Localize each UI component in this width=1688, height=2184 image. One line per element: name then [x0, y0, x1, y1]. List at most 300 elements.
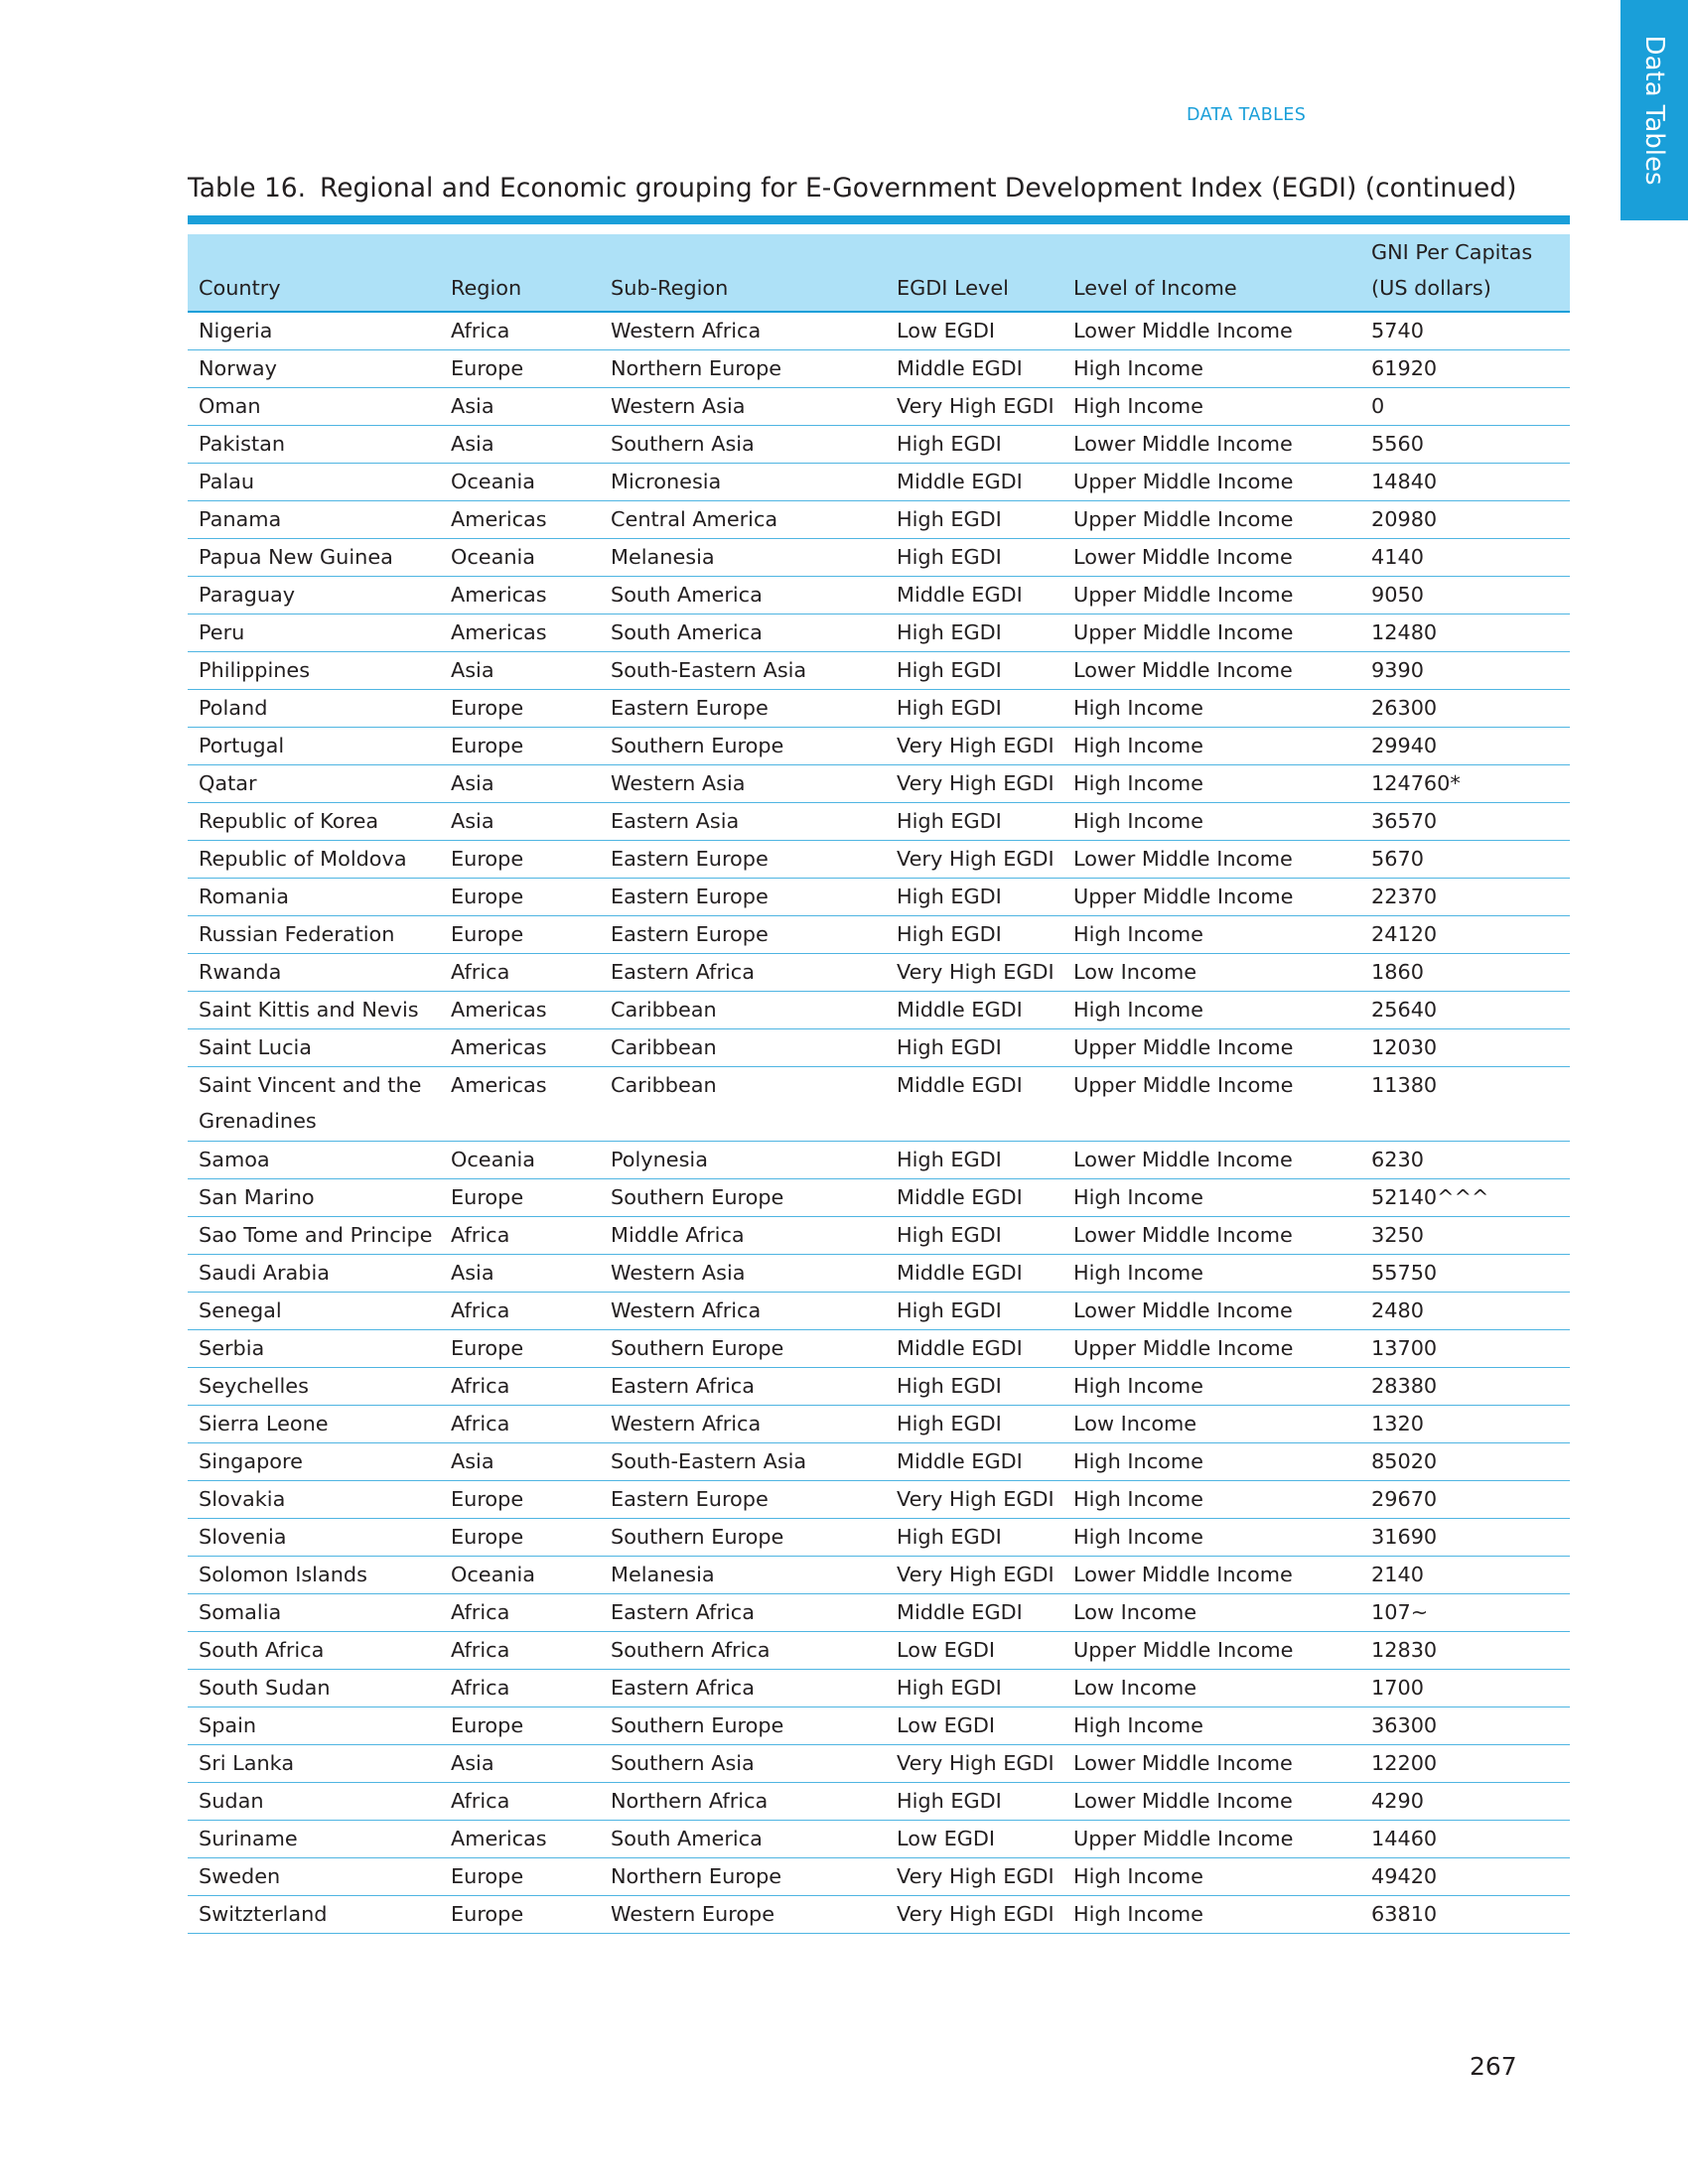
cell-level-of-income: Lower Middle Income — [1062, 1293, 1360, 1330]
cell-egdi-level: Very High EGDI — [886, 388, 1062, 426]
table-body — [188, 312, 1570, 1934]
cell-region: Americas — [440, 1067, 600, 1142]
cell-sub-region: Northern Europe — [600, 1858, 886, 1896]
cell-gni-per-capita: 13700 — [1360, 1330, 1570, 1368]
cell-gni-per-capita: 61920 — [1360, 350, 1570, 388]
table-row — [188, 1255, 1570, 1293]
table-row — [188, 350, 1570, 388]
cell-sub-region: Southern Europe — [600, 1519, 886, 1557]
cell-sub-region: South America — [600, 1821, 886, 1858]
cell-country: Suriname — [188, 1821, 440, 1858]
cell-level-of-income: High Income — [1062, 916, 1360, 954]
cell-region: Americas — [440, 614, 600, 652]
cell-level-of-income: Upper Middle Income — [1062, 1821, 1360, 1858]
cell-egdi-level: Low EGDI — [886, 312, 1062, 350]
cell-level-of-income: Low Income — [1062, 1670, 1360, 1707]
cell-sub-region: Eastern Africa — [600, 1670, 886, 1707]
cell-gni-per-capita: 5740 — [1360, 312, 1570, 350]
cell-region: Europe — [440, 1519, 600, 1557]
page-number: 267 — [1470, 2052, 1517, 2081]
cell-gni-per-capita: 20980 — [1360, 501, 1570, 539]
cell-gni-per-capita: 14460 — [1360, 1821, 1570, 1858]
table-row — [188, 954, 1570, 992]
cell-region: Africa — [440, 1783, 600, 1821]
cell-gni-per-capita: 29670 — [1360, 1481, 1570, 1519]
cell-gni-per-capita: 124760* — [1360, 765, 1570, 803]
cell-region: Europe — [440, 879, 600, 916]
cell-level-of-income: High Income — [1062, 992, 1360, 1029]
table-row — [188, 1368, 1570, 1406]
cell-region: Europe — [440, 1858, 600, 1896]
cell-egdi-level: Middle EGDI — [886, 350, 1062, 388]
cell-gni-per-capita: 2140 — [1360, 1557, 1570, 1594]
data-table — [188, 234, 1570, 1934]
cell-country: Saint Lucia — [188, 1029, 440, 1067]
cell-sub-region: South America — [600, 614, 886, 652]
cell-sub-region: Western Asia — [600, 388, 886, 426]
cell-level-of-income: High Income — [1062, 388, 1360, 426]
cell-region: Africa — [440, 312, 600, 350]
cell-level-of-income: Lower Middle Income — [1062, 1783, 1360, 1821]
cell-egdi-level: Middle EGDI — [886, 1255, 1062, 1293]
cell-region: Europe — [440, 1330, 600, 1368]
cell-sub-region: Southern Africa — [600, 1632, 886, 1670]
cell-region: Asia — [440, 426, 600, 464]
cell-region: Europe — [440, 1707, 600, 1745]
cell-country: Saint Kittis and Nevis — [188, 992, 440, 1029]
cell-level-of-income: Low Income — [1062, 1406, 1360, 1443]
table-row — [188, 841, 1570, 879]
cell-region: Asia — [440, 803, 600, 841]
cell-gni-per-capita: 2480 — [1360, 1293, 1570, 1330]
cell-gni-per-capita: 0 — [1360, 388, 1570, 426]
title-rule — [188, 215, 1570, 224]
cell-gni-per-capita: 12480 — [1360, 614, 1570, 652]
cell-sub-region: South-Eastern Asia — [600, 652, 886, 690]
section-tab — [1620, 0, 1688, 220]
table-row — [188, 652, 1570, 690]
cell-level-of-income: Lower Middle Income — [1062, 1142, 1360, 1179]
column-header-region: Region — [440, 234, 600, 312]
cell-level-of-income: Low Income — [1062, 954, 1360, 992]
cell-level-of-income: High Income — [1062, 1255, 1360, 1293]
cell-country: Saint Vincent and the Grenadines — [188, 1067, 440, 1142]
cell-egdi-level: High EGDI — [886, 426, 1062, 464]
cell-country: South Africa — [188, 1632, 440, 1670]
cell-level-of-income: Upper Middle Income — [1062, 464, 1360, 501]
cell-gni-per-capita: 36570 — [1360, 803, 1570, 841]
cell-sub-region: Western Asia — [600, 765, 886, 803]
table-row — [188, 1029, 1570, 1067]
cell-gni-per-capita: 5670 — [1360, 841, 1570, 879]
cell-level-of-income: High Income — [1062, 728, 1360, 765]
cell-country: Serbia — [188, 1330, 440, 1368]
column-header-sub-region: Sub-Region — [600, 234, 886, 312]
table-row — [188, 1670, 1570, 1707]
cell-level-of-income: Lower Middle Income — [1062, 1557, 1360, 1594]
cell-level-of-income: Lower Middle Income — [1062, 426, 1360, 464]
cell-region: Africa — [440, 1632, 600, 1670]
table-row — [188, 1067, 1570, 1142]
cell-egdi-level: Very High EGDI — [886, 1557, 1062, 1594]
cell-level-of-income: Lower Middle Income — [1062, 652, 1360, 690]
cell-egdi-level: High EGDI — [886, 803, 1062, 841]
cell-country: Saudi Arabia — [188, 1255, 440, 1293]
cell-egdi-level: High EGDI — [886, 879, 1062, 916]
cell-gni-per-capita: 12200 — [1360, 1745, 1570, 1783]
table-row — [188, 1821, 1570, 1858]
cell-sub-region: Eastern Africa — [600, 954, 886, 992]
cell-egdi-level: Very High EGDI — [886, 728, 1062, 765]
cell-region: Oceania — [440, 1142, 600, 1179]
cell-gni-per-capita: 14840 — [1360, 464, 1570, 501]
cell-level-of-income: Upper Middle Income — [1062, 614, 1360, 652]
cell-sub-region: Southern Asia — [600, 426, 886, 464]
cell-sub-region: Northern Europe — [600, 350, 886, 388]
column-header-level-of-income: Level of Income — [1062, 234, 1360, 312]
cell-sub-region: Eastern Africa — [600, 1594, 886, 1632]
cell-region: Americas — [440, 992, 600, 1029]
cell-gni-per-capita: 55750 — [1360, 1255, 1570, 1293]
table-row — [188, 614, 1570, 652]
cell-region: Europe — [440, 841, 600, 879]
cell-region: Europe — [440, 728, 600, 765]
table-row — [188, 1481, 1570, 1519]
cell-sub-region: Eastern Europe — [600, 841, 886, 879]
cell-level-of-income: Upper Middle Income — [1062, 1330, 1360, 1368]
cell-country: Solomon Islands — [188, 1557, 440, 1594]
table-row — [188, 803, 1570, 841]
cell-country: Qatar — [188, 765, 440, 803]
cell-gni-per-capita: 107~ — [1360, 1594, 1570, 1632]
cell-sub-region: Melanesia — [600, 1557, 886, 1594]
cell-sub-region: Western Africa — [600, 1406, 886, 1443]
cell-sub-region: Southern Europe — [600, 728, 886, 765]
cell-country: Slovenia — [188, 1519, 440, 1557]
cell-region: Americas — [440, 1821, 600, 1858]
cell-sub-region: Northern Africa — [600, 1783, 886, 1821]
cell-level-of-income: High Income — [1062, 1481, 1360, 1519]
table-row — [188, 916, 1570, 954]
cell-sub-region: Southern Asia — [600, 1745, 886, 1783]
cell-country: Russian Federation — [188, 916, 440, 954]
table-row — [188, 1217, 1570, 1255]
table-row — [188, 765, 1570, 803]
cell-region: Africa — [440, 954, 600, 992]
cell-region: Africa — [440, 1594, 600, 1632]
cell-region: Americas — [440, 501, 600, 539]
cell-level-of-income: Upper Middle Income — [1062, 879, 1360, 916]
cell-gni-per-capita: 22370 — [1360, 879, 1570, 916]
cell-egdi-level: Middle EGDI — [886, 464, 1062, 501]
cell-sub-region: Southern Europe — [600, 1330, 886, 1368]
cell-egdi-level: High EGDI — [886, 1217, 1062, 1255]
section-tab-label: Data Tables — [1639, 35, 1669, 186]
cell-gni-per-capita: 9050 — [1360, 577, 1570, 614]
cell-level-of-income: Upper Middle Income — [1062, 1632, 1360, 1670]
cell-egdi-level: High EGDI — [886, 1029, 1062, 1067]
cell-egdi-level: High EGDI — [886, 1368, 1062, 1406]
cell-gni-per-capita: 24120 — [1360, 916, 1570, 954]
cell-level-of-income: High Income — [1062, 765, 1360, 803]
cell-level-of-income: Low Income — [1062, 1594, 1360, 1632]
cell-country: Sweden — [188, 1858, 440, 1896]
cell-sub-region: Western Europe — [600, 1896, 886, 1934]
column-header-egdi-level: EGDI Level — [886, 234, 1062, 312]
cell-egdi-level: High EGDI — [886, 690, 1062, 728]
cell-country: Oman — [188, 388, 440, 426]
cell-sub-region: Western Africa — [600, 312, 886, 350]
cell-egdi-level: Middle EGDI — [886, 1594, 1062, 1632]
cell-country: Pakistan — [188, 426, 440, 464]
cell-sub-region: Polynesia — [600, 1142, 886, 1179]
cell-gni-per-capita: 12030 — [1360, 1029, 1570, 1067]
cell-level-of-income: Upper Middle Income — [1062, 501, 1360, 539]
cell-country: Spain — [188, 1707, 440, 1745]
cell-country: Norway — [188, 350, 440, 388]
cell-country: Peru — [188, 614, 440, 652]
table-row — [188, 539, 1570, 577]
cell-country: Sao Tome and Principe — [188, 1217, 440, 1255]
cell-gni-per-capita: 1860 — [1360, 954, 1570, 992]
cell-region: Europe — [440, 1179, 600, 1217]
cell-level-of-income: High Income — [1062, 1519, 1360, 1557]
table-row — [188, 1896, 1570, 1934]
table-row — [188, 388, 1570, 426]
cell-egdi-level: High EGDI — [886, 539, 1062, 577]
cell-egdi-level: High EGDI — [886, 614, 1062, 652]
cell-sub-region: Central America — [600, 501, 886, 539]
cell-gni-per-capita: 11380 — [1360, 1067, 1570, 1142]
cell-egdi-level: Very High EGDI — [886, 1896, 1062, 1934]
cell-sub-region: Eastern Europe — [600, 690, 886, 728]
table-row — [188, 690, 1570, 728]
cell-egdi-level: Very High EGDI — [886, 1858, 1062, 1896]
cell-country: South Sudan — [188, 1670, 440, 1707]
cell-level-of-income: Upper Middle Income — [1062, 577, 1360, 614]
cell-level-of-income: Upper Middle Income — [1062, 1029, 1360, 1067]
table-row — [188, 1519, 1570, 1557]
cell-gni-per-capita: 1700 — [1360, 1670, 1570, 1707]
cell-region: Americas — [440, 577, 600, 614]
cell-egdi-level: Very High EGDI — [886, 954, 1062, 992]
cell-egdi-level: Low EGDI — [886, 1707, 1062, 1745]
cell-region: Africa — [440, 1217, 600, 1255]
cell-egdi-level: Middle EGDI — [886, 1443, 1062, 1481]
cell-sub-region: Western Asia — [600, 1255, 886, 1293]
data-table-container — [188, 234, 1570, 1934]
cell-region: Asia — [440, 388, 600, 426]
table-row — [188, 312, 1570, 350]
table-number: Table 16. — [188, 173, 307, 204]
cell-egdi-level: Middle EGDI — [886, 1179, 1062, 1217]
table-row — [188, 1745, 1570, 1783]
column-header-gni-per-capita: GNI Per Capitas (US dollars) — [1360, 234, 1570, 312]
cell-country: Paraguay — [188, 577, 440, 614]
cell-sub-region: Eastern Europe — [600, 916, 886, 954]
cell-sub-region: South-Eastern Asia — [600, 1443, 886, 1481]
cell-sub-region: Middle Africa — [600, 1217, 886, 1255]
cell-sub-region: Eastern Africa — [600, 1368, 886, 1406]
cell-level-of-income: Lower Middle Income — [1062, 539, 1360, 577]
running-head: DATA TABLES — [1187, 105, 1307, 125]
cell-level-of-income: High Income — [1062, 1858, 1360, 1896]
cell-level-of-income: High Income — [1062, 350, 1360, 388]
cell-sub-region: Eastern Europe — [600, 1481, 886, 1519]
cell-region: Oceania — [440, 1557, 600, 1594]
column-header-country: Country — [188, 234, 440, 312]
cell-country: Panama — [188, 501, 440, 539]
table-row — [188, 1557, 1570, 1594]
table-row — [188, 1443, 1570, 1481]
cell-region: Oceania — [440, 464, 600, 501]
cell-gni-per-capita: 28380 — [1360, 1368, 1570, 1406]
cell-gni-per-capita: 25640 — [1360, 992, 1570, 1029]
cell-egdi-level: High EGDI — [886, 1293, 1062, 1330]
table-row — [188, 1858, 1570, 1896]
cell-egdi-level: High EGDI — [886, 652, 1062, 690]
table-row — [188, 577, 1570, 614]
table-row — [188, 992, 1570, 1029]
cell-gni-per-capita: 4140 — [1360, 539, 1570, 577]
cell-country: Somalia — [188, 1594, 440, 1632]
cell-region: Africa — [440, 1293, 600, 1330]
cell-sub-region: Southern Europe — [600, 1707, 886, 1745]
cell-egdi-level: Very High EGDI — [886, 1481, 1062, 1519]
cell-gni-per-capita: 5560 — [1360, 426, 1570, 464]
cell-sub-region: Southern Europe — [600, 1179, 886, 1217]
cell-egdi-level: Middle EGDI — [886, 1067, 1062, 1142]
cell-level-of-income: High Income — [1062, 1707, 1360, 1745]
cell-level-of-income: High Income — [1062, 1443, 1360, 1481]
cell-region: Asia — [440, 765, 600, 803]
cell-country: Rwanda — [188, 954, 440, 992]
cell-gni-per-capita: 63810 — [1360, 1896, 1570, 1934]
cell-sub-region: Eastern Europe — [600, 879, 886, 916]
cell-country: Republic of Moldova — [188, 841, 440, 879]
table-row — [188, 1293, 1570, 1330]
cell-country: Poland — [188, 690, 440, 728]
cell-country: Sudan — [188, 1783, 440, 1821]
cell-sub-region: Melanesia — [600, 539, 886, 577]
cell-egdi-level: High EGDI — [886, 1670, 1062, 1707]
table-row — [188, 1707, 1570, 1745]
cell-level-of-income: High Income — [1062, 1179, 1360, 1217]
cell-gni-per-capita: 52140^^^ — [1360, 1179, 1570, 1217]
cell-level-of-income: Lower Middle Income — [1062, 1217, 1360, 1255]
cell-country: Switzterland — [188, 1896, 440, 1934]
cell-country: Philippines — [188, 652, 440, 690]
table-row — [188, 501, 1570, 539]
cell-sub-region: Western Africa — [600, 1293, 886, 1330]
cell-region: Europe — [440, 690, 600, 728]
table-header-row — [188, 234, 1570, 312]
cell-gni-per-capita: 3250 — [1360, 1217, 1570, 1255]
cell-sub-region: South America — [600, 577, 886, 614]
cell-country: Samoa — [188, 1142, 440, 1179]
cell-gni-per-capita: 29940 — [1360, 728, 1570, 765]
cell-country: Papua New Guinea — [188, 539, 440, 577]
cell-region: Oceania — [440, 539, 600, 577]
table-row — [188, 1142, 1570, 1179]
cell-egdi-level: Middle EGDI — [886, 1330, 1062, 1368]
cell-gni-per-capita: 85020 — [1360, 1443, 1570, 1481]
table-row — [188, 1632, 1570, 1670]
table-title — [188, 173, 1578, 204]
cell-level-of-income: High Income — [1062, 1368, 1360, 1406]
cell-level-of-income: High Income — [1062, 1896, 1360, 1934]
table-row — [188, 1594, 1570, 1632]
cell-region: Americas — [440, 1029, 600, 1067]
cell-level-of-income: Upper Middle Income — [1062, 1067, 1360, 1142]
cell-gni-per-capita: 1320 — [1360, 1406, 1570, 1443]
cell-country: San Marino — [188, 1179, 440, 1217]
cell-egdi-level: Very High EGDI — [886, 1745, 1062, 1783]
table-row — [188, 728, 1570, 765]
cell-egdi-level: High EGDI — [886, 1783, 1062, 1821]
cell-region: Asia — [440, 652, 600, 690]
cell-region: Asia — [440, 1745, 600, 1783]
cell-level-of-income: Lower Middle Income — [1062, 312, 1360, 350]
cell-egdi-level: Middle EGDI — [886, 992, 1062, 1029]
cell-egdi-level: Low EGDI — [886, 1632, 1062, 1670]
cell-country: Sierra Leone — [188, 1406, 440, 1443]
table-row — [188, 879, 1570, 916]
cell-sub-region: Caribbean — [600, 1029, 886, 1067]
cell-region: Europe — [440, 1481, 600, 1519]
cell-gni-per-capita: 4290 — [1360, 1783, 1570, 1821]
table-title-text: Regional and Economic grouping for E-Government Development Index (EGDI) (continued) — [320, 173, 1517, 204]
cell-gni-per-capita: 9390 — [1360, 652, 1570, 690]
cell-egdi-level: High EGDI — [886, 916, 1062, 954]
table-row — [188, 464, 1570, 501]
cell-country: Seychelles — [188, 1368, 440, 1406]
cell-gni-per-capita: 49420 — [1360, 1858, 1570, 1896]
cell-gni-per-capita: 31690 — [1360, 1519, 1570, 1557]
cell-country: Palau — [188, 464, 440, 501]
cell-egdi-level: High EGDI — [886, 1519, 1062, 1557]
table-row — [188, 1179, 1570, 1217]
cell-egdi-level: Very High EGDI — [886, 765, 1062, 803]
cell-region: Africa — [440, 1368, 600, 1406]
cell-region: Asia — [440, 1255, 600, 1293]
cell-egdi-level: High EGDI — [886, 1406, 1062, 1443]
cell-country: Slovakia — [188, 1481, 440, 1519]
cell-gni-per-capita: 6230 — [1360, 1142, 1570, 1179]
cell-egdi-level: High EGDI — [886, 1142, 1062, 1179]
cell-gni-per-capita: 12830 — [1360, 1632, 1570, 1670]
cell-level-of-income: High Income — [1062, 803, 1360, 841]
cell-region: Europe — [440, 350, 600, 388]
cell-country: Portugal — [188, 728, 440, 765]
table-row — [188, 1406, 1570, 1443]
cell-region: Asia — [440, 1443, 600, 1481]
cell-gni-per-capita: 26300 — [1360, 690, 1570, 728]
cell-sub-region: Micronesia — [600, 464, 886, 501]
cell-region: Africa — [440, 1670, 600, 1707]
cell-level-of-income: High Income — [1062, 690, 1360, 728]
cell-country: Sri Lanka — [188, 1745, 440, 1783]
cell-country: Senegal — [188, 1293, 440, 1330]
cell-level-of-income: Lower Middle Income — [1062, 1745, 1360, 1783]
table-row — [188, 1783, 1570, 1821]
cell-sub-region: Caribbean — [600, 992, 886, 1029]
cell-country: Singapore — [188, 1443, 440, 1481]
cell-country: Romania — [188, 879, 440, 916]
cell-egdi-level: Middle EGDI — [886, 577, 1062, 614]
cell-region: Africa — [440, 1406, 600, 1443]
table-row — [188, 426, 1570, 464]
